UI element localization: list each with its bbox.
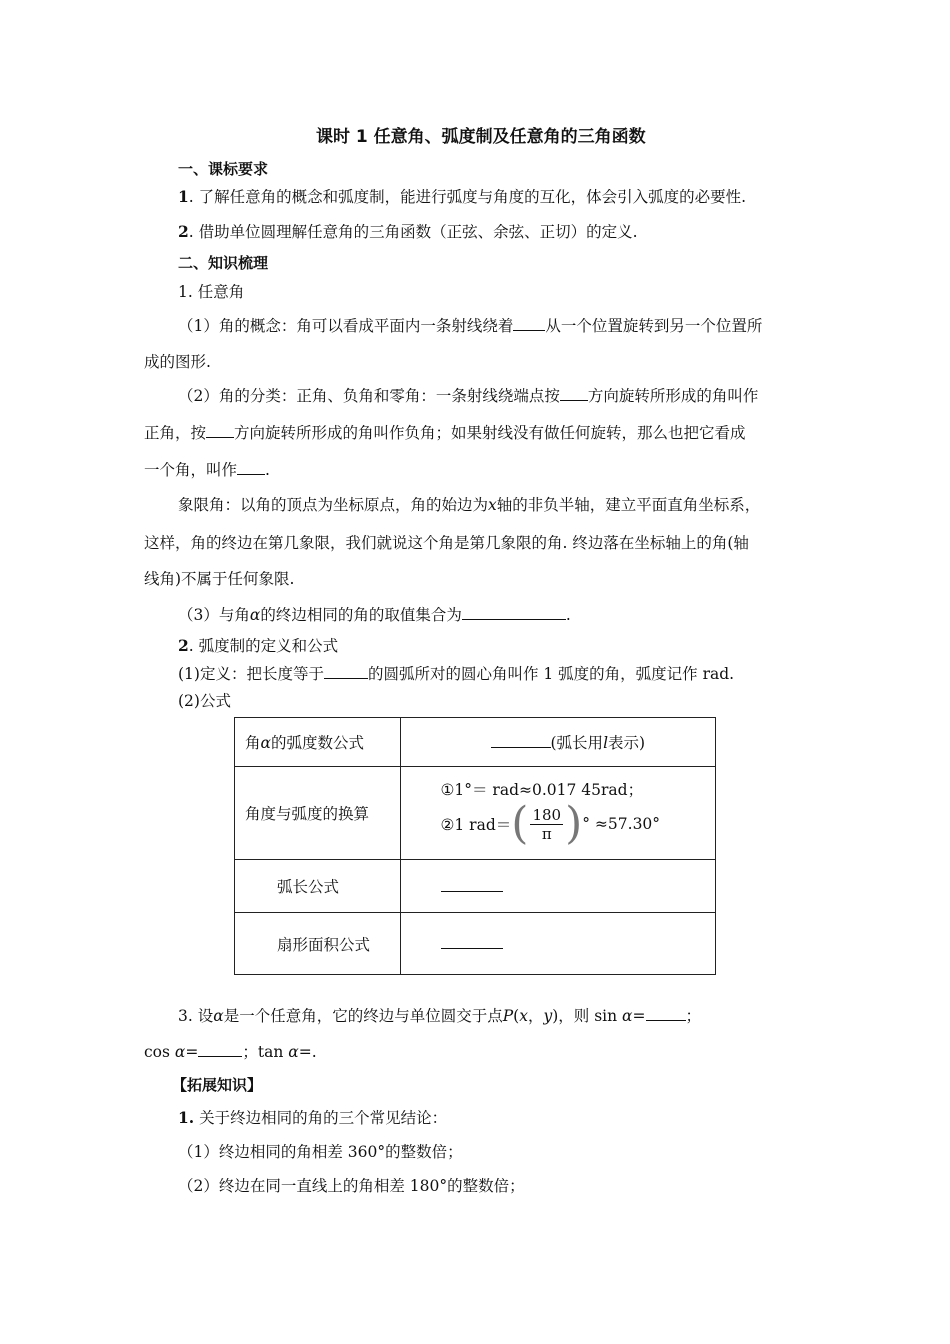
fill-blank: [646, 1006, 686, 1021]
trig-alpha: α: [174, 1043, 186, 1061]
fraction-denominator: π: [541, 824, 552, 843]
formula-table: [234, 717, 716, 975]
trig-text-h: cos: [144, 1043, 170, 1061]
trig-point-p: P: [502, 1007, 514, 1025]
quadrant-text-a: 象限角：以角的顶点为坐标原点，角的始边为: [178, 496, 489, 514]
radian-definition-text-a: (1)定义：把长度等于: [178, 665, 324, 683]
degree-to-radian-line: ①1°＝ rad≈0.017 45rad；: [440, 781, 644, 799]
coterminal-alpha: α: [249, 606, 261, 624]
left-paren-icon: (: [511, 798, 529, 849]
table-cell-value: [400, 718, 716, 767]
fill-blank: [491, 733, 551, 748]
table-cell-label: 角度与弧度的换算: [235, 767, 401, 860]
radian-formula-label-a: 角: [245, 734, 261, 752]
fill-blank: [441, 934, 503, 949]
table-row: [235, 767, 716, 860]
trig-text-f: =: [632, 1007, 646, 1025]
fraction-180-over-pi: [511, 798, 583, 849]
quadrant-angle-line-2: 这样，角的终边在第几象限，我们就说这个角是第几象限的角. 终边落在坐标轴上的角(轴: [144, 534, 749, 552]
table-row: [235, 913, 716, 975]
radian-to-degree-text-b: ° ≈57.30°: [582, 815, 661, 833]
trig-var-x: x: [519, 1007, 528, 1025]
extension-item-1: [178, 1108, 447, 1128]
trig-var-y: y: [543, 1007, 553, 1025]
angle-classification-line-2: [144, 423, 746, 443]
table-cell-value: [400, 767, 716, 860]
quadrant-angle-line-1: [178, 495, 760, 515]
requirement-1-number: 1: [178, 187, 189, 206]
trig-definition-line-2: [144, 1042, 317, 1062]
radian-definition: [178, 664, 734, 684]
extension-item-1-number: 1.: [178, 1108, 195, 1127]
trig-text-a: 3. 设: [178, 1007, 214, 1025]
trig-text-g: ；: [685, 1007, 702, 1025]
fill-blank: [198, 1042, 242, 1057]
table-cell-value: [400, 913, 716, 975]
classification-text-e: 一个角，叫作: [144, 461, 238, 479]
fill-blank: [324, 664, 368, 679]
angle-classification-line-3: [144, 460, 270, 480]
trig-definition-line-1: [178, 1006, 701, 1026]
extension-item-1-text: 关于终边相同的角的三个常见结论：: [194, 1109, 448, 1127]
fill-blank: [237, 460, 265, 475]
arc-length-note-b: 表示): [608, 734, 646, 752]
trig-text-d: ，: [527, 1007, 544, 1025]
requirement-1-text: . 了解任意角的概念和弧度制，能进行弧度与角度的互化，体会引入弧度的必要性.: [188, 188, 747, 206]
table-cell-value: [400, 860, 716, 913]
requirement-2-text: . 借助单位圆理解任意角的三角函数（正弦、余弦、正切）的定义.: [188, 223, 638, 241]
trig-alpha: α: [288, 1043, 299, 1061]
fill-blank: [560, 386, 588, 401]
arc-length-var-l: l: [603, 734, 609, 752]
right-paren-icon: ): [565, 798, 583, 849]
table-row: [235, 860, 716, 913]
quadrant-angle-line-3: 线角)不属于任何象限.: [144, 570, 295, 588]
radian-to-degree-line: [440, 798, 706, 849]
extension-conclusion-2: （2）终边在同一直线上的角相差 180°的整数倍；: [178, 1177, 525, 1195]
fill-blank: [441, 877, 503, 892]
topic-radian-text: . 弧度制的定义和公式: [188, 637, 339, 655]
fill-blank: [513, 316, 545, 331]
requirement-2-number: 2: [178, 222, 189, 241]
quadrant-text-b: 轴的非负半轴，建立平面直角坐标系，: [496, 496, 761, 514]
classification-text-b: 方向旋转所形成的角叫作: [587, 387, 759, 405]
page-title: 课时 1 任意角、弧度制及任意角的三角函数: [316, 127, 646, 147]
radian-to-degree-text-a: ②1 rad＝: [440, 816, 512, 834]
section-heading-standards: 一、课标要求: [178, 160, 269, 178]
trig-text-j: ；tan: [242, 1043, 284, 1061]
coterminal-text-b: 的终边相同的角的取值集合为: [260, 606, 462, 624]
coterminal-set-line: [178, 605, 571, 625]
extension-conclusion-1: （1）终边相同的角相差 360°的整数倍；: [178, 1143, 463, 1161]
topic-radian-number: 2: [178, 636, 189, 655]
trig-text-b: 是一个任意角，它的终边与单位圆交于点: [223, 1007, 503, 1025]
topic-arbitrary-angle: 1. 任意角: [178, 283, 245, 301]
trig-text-i: =: [185, 1043, 199, 1061]
trig-alpha: α: [213, 1007, 224, 1025]
trig-text-k: =.: [298, 1043, 317, 1061]
formula-label: (2)公式: [178, 692, 231, 710]
angle-concept-text-b: 从一个位置旋转到另一个位置所: [545, 317, 763, 335]
radian-definition-text-b: 的圆弧所对的圆心角叫作 1 弧度的角，弧度记作 rad.: [367, 665, 735, 683]
quadrant-var-x: x: [488, 496, 497, 514]
classification-text-f: .: [265, 461, 270, 479]
radian-formula-label-b: 的弧度数公式: [270, 734, 364, 752]
radian-formula-alpha: α: [260, 734, 271, 752]
table-row: [235, 718, 716, 767]
arc-length-note-a: (弧长用: [550, 734, 604, 752]
fill-blank: [206, 423, 234, 438]
extension-heading: 【拓展知识】: [172, 1076, 263, 1094]
table-cell-label: 弧长公式: [235, 860, 401, 913]
table-cell-label: [235, 718, 401, 767]
classification-text-d: 方向旋转所形成的角叫作负角；如果射线没有做任何旋转，那么也把它看成: [234, 424, 746, 442]
angle-classification-line-1: [178, 386, 758, 406]
requirement-1: [178, 187, 746, 207]
angle-concept-line-1: [178, 316, 762, 336]
coterminal-text-c: .: [565, 606, 571, 624]
coterminal-text-a: （3）与角: [178, 606, 250, 624]
section-heading-knowledge: 二、知识梳理: [178, 254, 269, 272]
topic-radian: [178, 636, 338, 656]
requirement-2: [178, 222, 638, 242]
table-cell-label: 扇形面积公式: [235, 913, 401, 975]
fraction-numerator: 180: [532, 805, 562, 824]
trig-alpha: α: [622, 1007, 633, 1025]
fill-blank: [462, 605, 566, 620]
classification-text-a: （2）角的分类：正角、负角和零角：一条射线绕端点按: [178, 387, 560, 405]
trig-text-c: (: [513, 1007, 520, 1025]
angle-concept-text-a: （1）角的概念：角可以看成平面内一条射线绕着: [178, 317, 514, 335]
trig-text-e: )，则 sin: [552, 1007, 618, 1025]
classification-text-c: 正角，按: [144, 424, 207, 442]
angle-concept-line-2: 成的图形.: [144, 353, 211, 371]
